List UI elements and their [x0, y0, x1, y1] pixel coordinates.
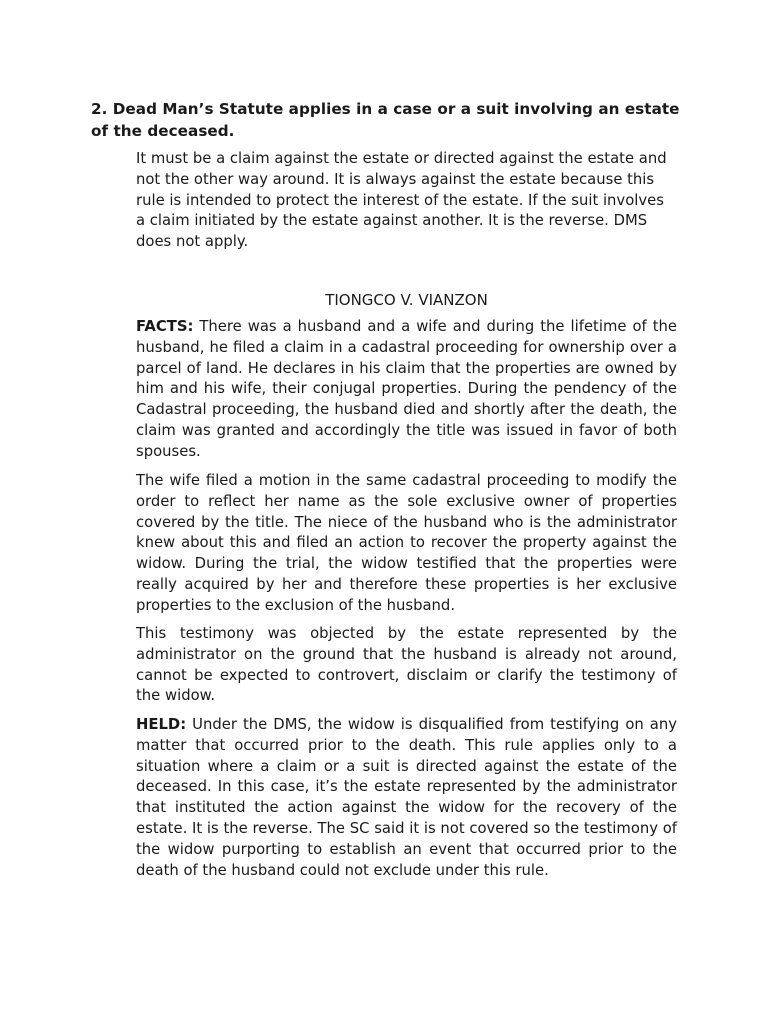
facts-text: There was a husband and a wife and during the lifetime of the husband, he filed a claim in a cadastral proceeding for ownership over a parcel of land. He declares in his claim that the properties are owned by him and his wife, their conjugal properties. During the pendency of the Cadastral proceeding, the husband died and shortly after the death, the claim was granted and accordingly the title was issued in favor of both spouses.	[136, 318, 677, 460]
facts-label: FACTS:	[136, 318, 194, 335]
case-title: TIONGCO V. VIANZON	[325, 291, 488, 309]
held-paragraph	[136, 715, 677, 881]
held-text: Under the DMS, the widow is disqualified from testifying on any matter that occurred prior to the death. This rule applies only to a situation where a claim or a suit is directed against the estate of the deceased. In this case, it’s the estate represented by the administrator that instituted the action against the widow for the recovery of the estate. It is the reverse. The SC said it is not covered so the testimony of the widow purporting to establish an event that occurred prior to the death of the husband could not exclude under this rule.	[136, 716, 677, 879]
facts-paragraph	[136, 317, 677, 463]
section-heading: 2. Dead Man’s Statute applies in a case or a suit involving an estate of the deceased.	[91, 100, 680, 140]
objection-paragraph: This testimony was objected by the estate represented by the administrator on the ground that the husband is already not around, cannot be expected to controvert, disclaim or clarify the testimony of the widow.	[136, 625, 677, 705]
wife-motion-paragraph: The wife filed a motion in the same cadastral proceeding to modify the order to reflect her name as the sole exclusive owner of properties covered by the title. The niece of the husband who is the administrator knew about this and filed an action to recover the property against the widow. During the trial, the widow testified that the properties were really acquired by her and therefore these properties is her exclusive properties to the exclusion of the husband.	[136, 472, 677, 614]
intro-paragraph: It must be a claim against the estate or directed against the estate and not the other way around. It is always against the estate because this rule is intended to protect the interest of the estate. If the suit involves a claim initiated by the estate against another. It is the reverse. DMS does not apply.	[136, 150, 667, 251]
held-label: HELD:	[136, 716, 187, 733]
